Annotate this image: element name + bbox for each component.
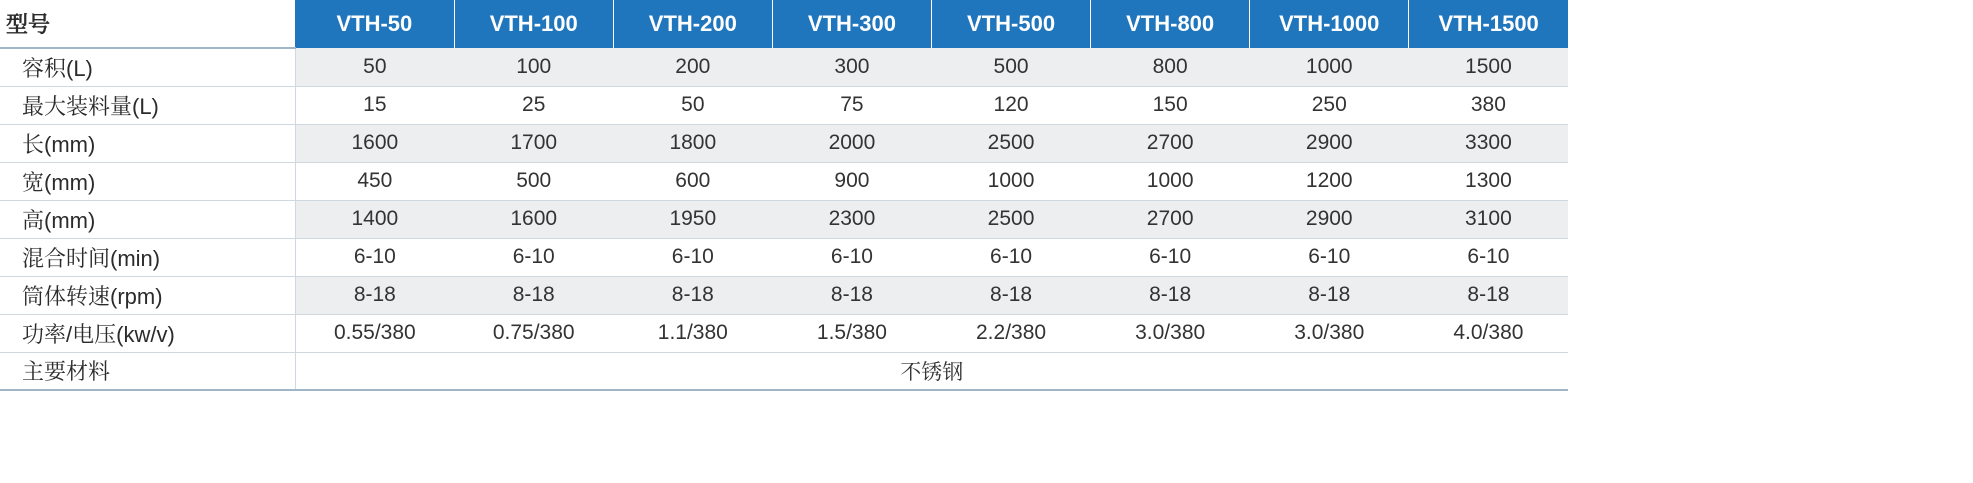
cell-3-5: 1000 <box>1091 162 1250 200</box>
cell-3-3: 900 <box>772 162 931 200</box>
table-row <box>0 86 1568 124</box>
cell-4-5: 2700 <box>1091 200 1250 238</box>
cell-3-2: 600 <box>613 162 772 200</box>
cell-3-7: 1300 <box>1409 162 1568 200</box>
cell-5-1: 6-10 <box>454 238 613 276</box>
table-row <box>0 276 1568 314</box>
cell-1-2: 50 <box>613 86 772 124</box>
cell-1-3: 75 <box>772 86 931 124</box>
table-row <box>0 352 1568 390</box>
cell-5-0: 6-10 <box>295 238 454 276</box>
cell-7-4: 2.2/380 <box>931 314 1090 352</box>
cell-0-3: 300 <box>772 48 931 86</box>
cell-3-6: 1200 <box>1250 162 1409 200</box>
cell-2-7: 3300 <box>1409 124 1568 162</box>
row-label-1: 最大装料量(L) <box>0 86 295 124</box>
cell-6-5: 8-18 <box>1091 276 1250 314</box>
cell-7-0: 0.55/380 <box>295 314 454 352</box>
header-cell-model-4: VTH-500 <box>931 0 1090 48</box>
cell-2-3: 2000 <box>772 124 931 162</box>
cell-5-5: 6-10 <box>1091 238 1250 276</box>
cell-0-7: 1500 <box>1409 48 1568 86</box>
table-row <box>0 124 1568 162</box>
table-row <box>0 238 1568 276</box>
cell-5-7: 6-10 <box>1409 238 1568 276</box>
cell-6-6: 8-18 <box>1250 276 1409 314</box>
cell-4-6: 2900 <box>1250 200 1409 238</box>
cell-1-0: 15 <box>295 86 454 124</box>
header-cell-model-6: VTH-1000 <box>1250 0 1409 48</box>
cell-7-7: 4.0/380 <box>1409 314 1568 352</box>
header-row <box>0 0 1568 48</box>
cell-1-4: 120 <box>931 86 1090 124</box>
cell-7-3: 1.5/380 <box>772 314 931 352</box>
cell-5-6: 6-10 <box>1250 238 1409 276</box>
row-label-5: 混合时间(min) <box>0 238 295 276</box>
header-cell-model-label: 型号 <box>0 0 295 48</box>
cell-1-6: 250 <box>1250 86 1409 124</box>
cell-1-5: 150 <box>1091 86 1250 124</box>
table-row <box>0 48 1568 86</box>
cell-7-2: 1.1/380 <box>613 314 772 352</box>
header-cell-model-3: VTH-300 <box>772 0 931 48</box>
cell-2-0: 1600 <box>295 124 454 162</box>
cell-4-1: 1600 <box>454 200 613 238</box>
cell-2-5: 2700 <box>1091 124 1250 162</box>
cell-0-5: 800 <box>1091 48 1250 86</box>
row-label-4: 高(mm) <box>0 200 295 238</box>
header-cell-model-2: VTH-200 <box>613 0 772 48</box>
cell-3-1: 500 <box>454 162 613 200</box>
cell-7-5: 3.0/380 <box>1091 314 1250 352</box>
cell-6-2: 8-18 <box>613 276 772 314</box>
cell-0-4: 500 <box>931 48 1090 86</box>
cell-4-2: 1950 <box>613 200 772 238</box>
header-cell-model-5: VTH-800 <box>1091 0 1250 48</box>
table-row <box>0 162 1568 200</box>
cell-5-4: 6-10 <box>931 238 1090 276</box>
header-cell-model-7: VTH-1500 <box>1409 0 1568 48</box>
cell-5-3: 6-10 <box>772 238 931 276</box>
cell-2-1: 1700 <box>454 124 613 162</box>
cell-4-3: 2300 <box>772 200 931 238</box>
table-row <box>0 200 1568 238</box>
cell-4-7: 3100 <box>1409 200 1568 238</box>
cell-1-7: 380 <box>1409 86 1568 124</box>
row-label-0: 容积(L) <box>0 48 295 86</box>
cell-2-6: 2900 <box>1250 124 1409 162</box>
row-label-7: 功率/电压(kw/v) <box>0 314 295 352</box>
cell-2-2: 1800 <box>613 124 772 162</box>
cell-6-3: 8-18 <box>772 276 931 314</box>
cell-7-1: 0.75/380 <box>454 314 613 352</box>
cell-6-1: 8-18 <box>454 276 613 314</box>
cell-0-1: 100 <box>454 48 613 86</box>
cell-material-value: 不锈钢 <box>295 352 1568 390</box>
cell-3-0: 450 <box>295 162 454 200</box>
cell-5-2: 6-10 <box>613 238 772 276</box>
row-label-6: 筒体转速(rpm) <box>0 276 295 314</box>
header-cell-model-0: VTH-50 <box>295 0 454 48</box>
row-label-3: 宽(mm) <box>0 162 295 200</box>
header-cell-model-1: VTH-100 <box>454 0 613 48</box>
cell-6-4: 8-18 <box>931 276 1090 314</box>
cell-4-0: 1400 <box>295 200 454 238</box>
cell-3-4: 1000 <box>931 162 1090 200</box>
row-label-material: 主要材料 <box>0 352 295 390</box>
row-label-2: 长(mm) <box>0 124 295 162</box>
table-row <box>0 314 1568 352</box>
cell-0-2: 200 <box>613 48 772 86</box>
cell-0-0: 50 <box>295 48 454 86</box>
cell-4-4: 2500 <box>931 200 1090 238</box>
table-header <box>0 0 1568 48</box>
cell-0-6: 1000 <box>1250 48 1409 86</box>
table-body <box>0 48 1568 390</box>
cell-2-4: 2500 <box>931 124 1090 162</box>
cell-6-7: 8-18 <box>1409 276 1568 314</box>
cell-6-0: 8-18 <box>295 276 454 314</box>
cell-1-1: 25 <box>454 86 613 124</box>
cell-7-6: 3.0/380 <box>1250 314 1409 352</box>
